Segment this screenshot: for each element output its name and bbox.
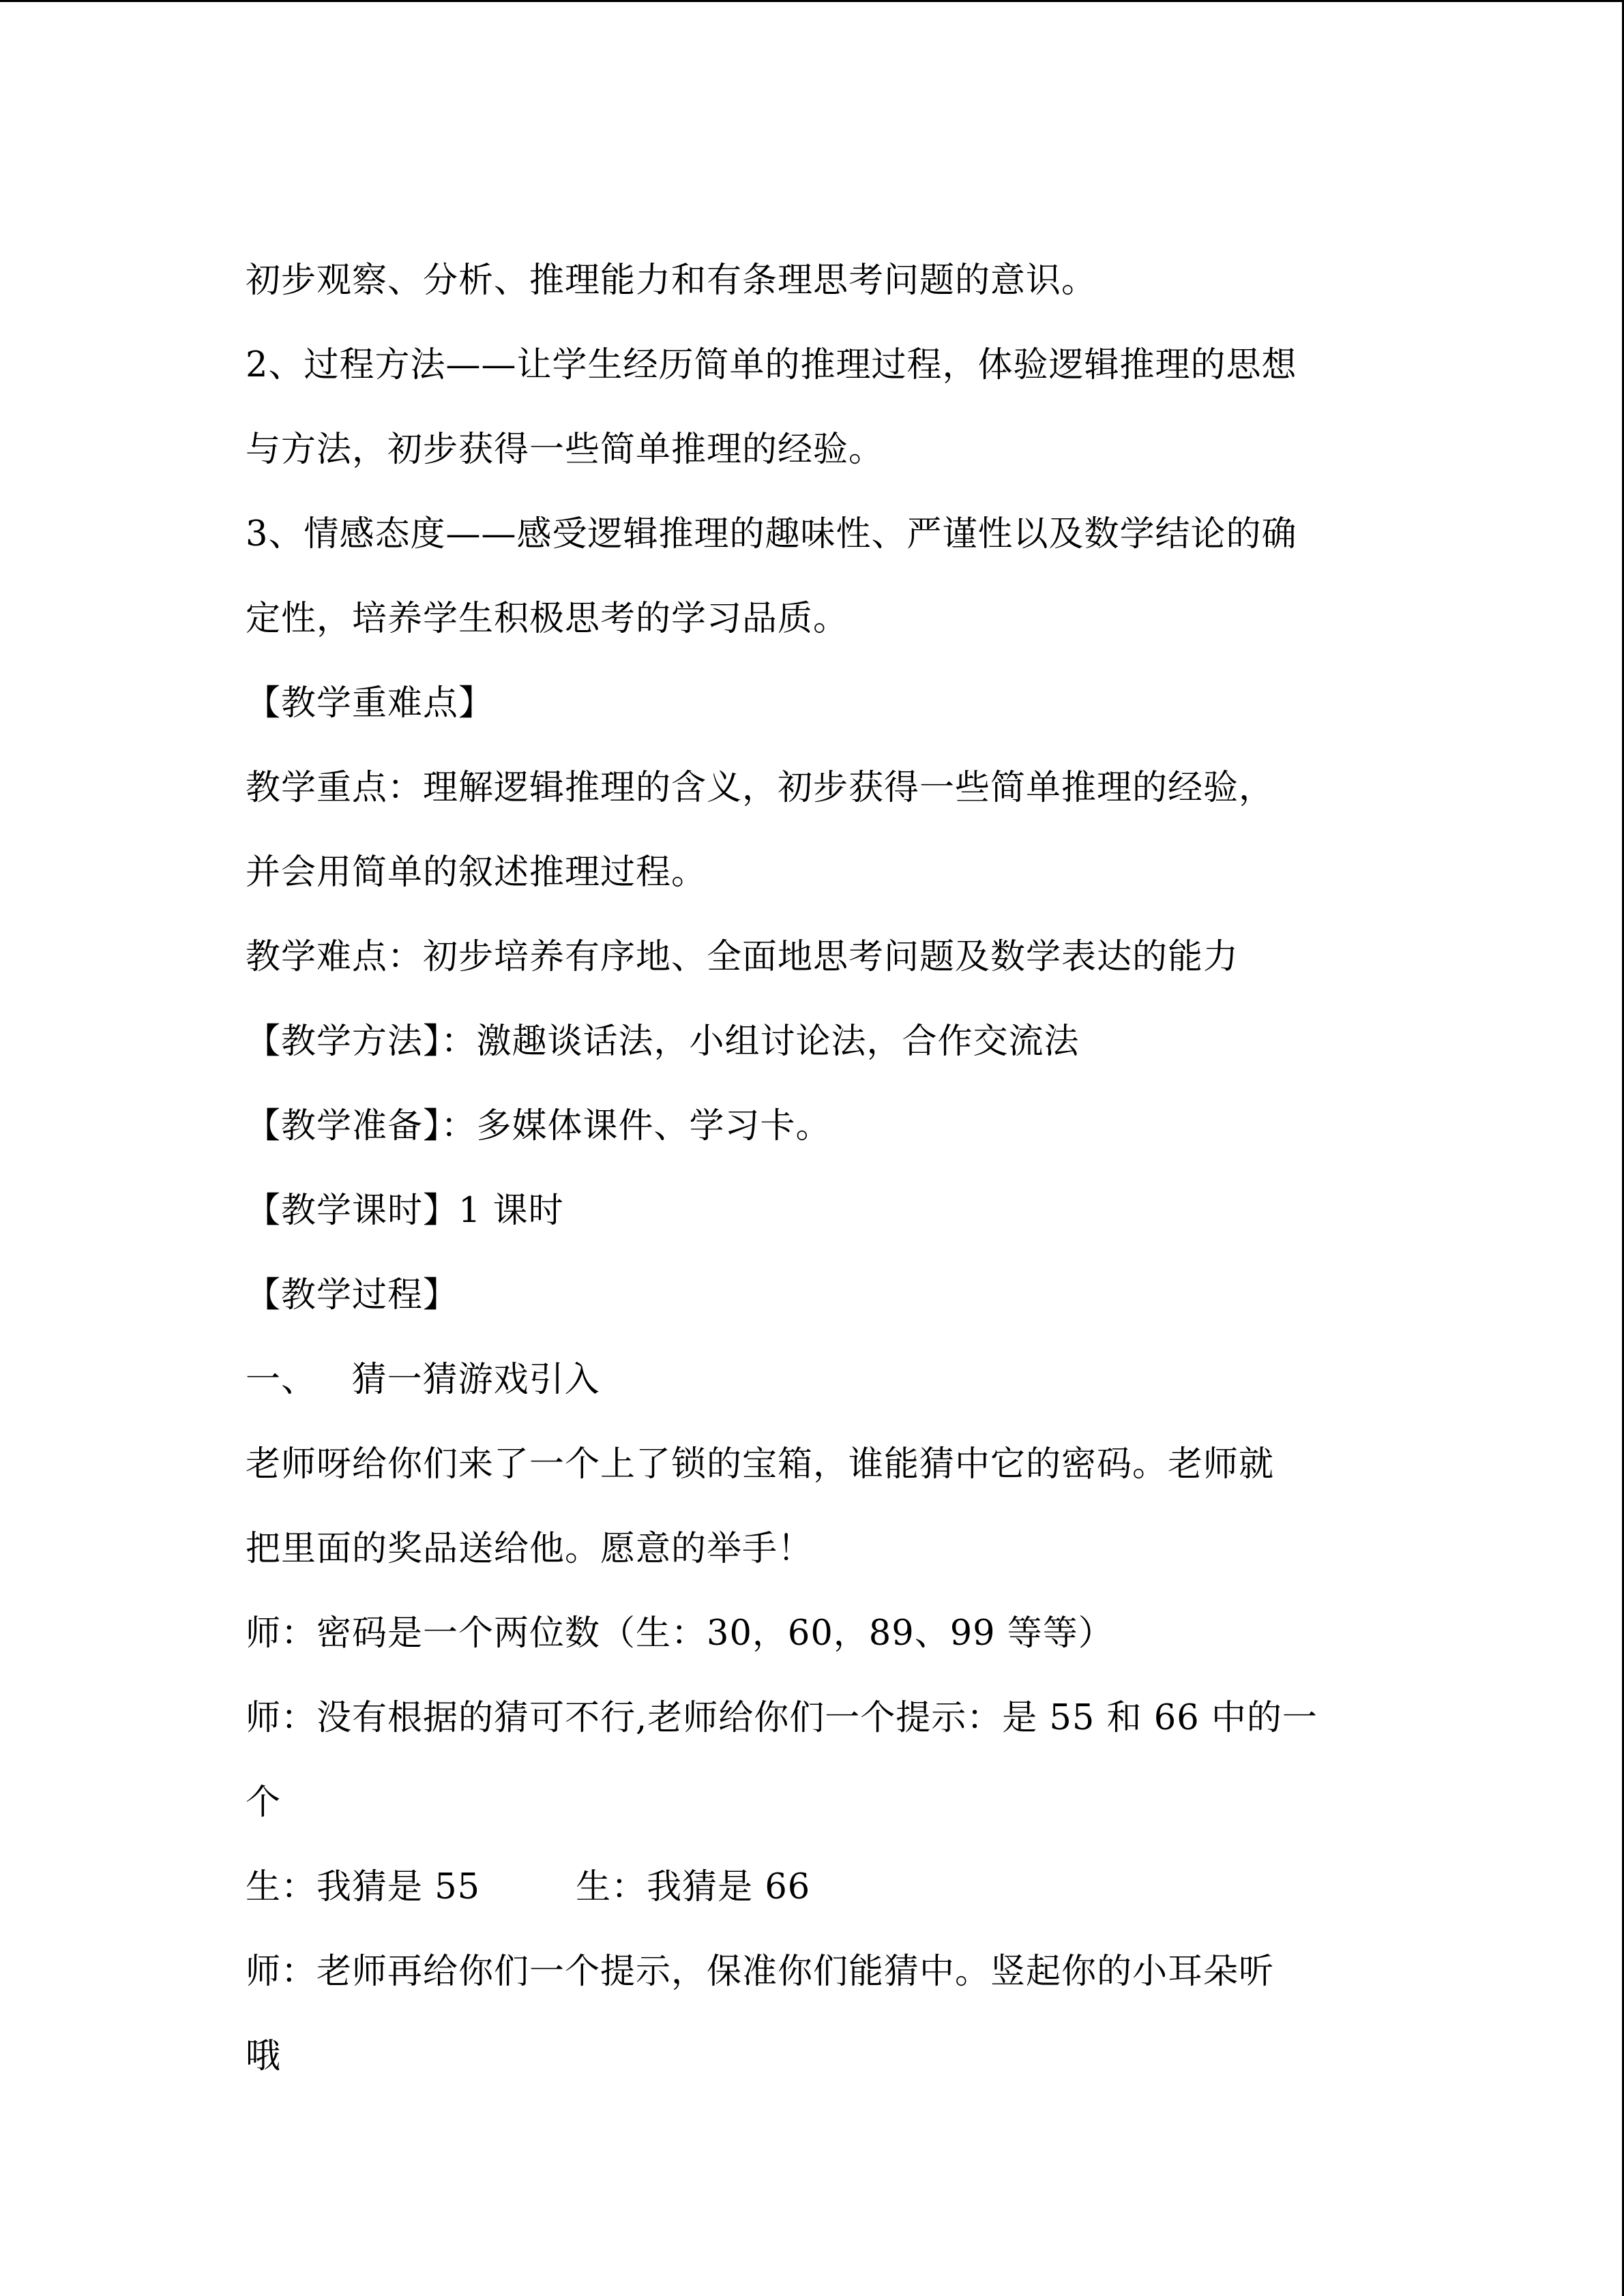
section-heading: 【教学重难点】: [246, 683, 494, 724]
dialog-row: [246, 1845, 1378, 1930]
student-guess-right: 生：我猜是 66: [576, 1867, 811, 1907]
section-heading: 【教学过程】: [246, 1275, 459, 1315]
section-heading: 【教学方法】：激趣谈话法，小组讨论法，合作交流法: [246, 1022, 1080, 1062]
dialog-line: 师：密码是一个两位数（生：30，60，89、99 等等）: [246, 1613, 1114, 1654]
text-line: 并会用简单的叙述推理过程。: [246, 852, 707, 893]
page-body: [246, 239, 1378, 2099]
text-line: 2、过程方法——让学生经历简单的推理过程，体验逻辑推理的思想: [246, 345, 1297, 385]
section-heading: 【教学课时】1 课时: [246, 1191, 564, 1231]
text-line: 个: [246, 1783, 282, 1823]
text-line: 把里面的奖品送给他。愿意的举手！: [246, 1529, 814, 1569]
text-line: 教学难点：初步培养有序地、全面地思考问题及数学表达的能力: [246, 937, 1239, 977]
student-guess-left: 生：我猜是 55: [246, 1867, 481, 1907]
subsection-heading: 一、 猜一猜游戏引入: [246, 1360, 600, 1400]
text-line: 初步观察、分析、推理能力和有条理思考问题的意识。: [246, 260, 1097, 301]
dialog-line: 师：没有根据的猜可不行,老师给你们一个提示：是 55 和 66 中的一: [246, 1698, 1318, 1738]
dialog-line: 师：老师再给你们一个提示，保准你们能猜中。竖起你的小耳朵听: [246, 1952, 1275, 1992]
text-line: 老师呀给你们来了一个上了锁的宝箱，谁能猜中它的密码。老师就: [246, 1444, 1275, 1485]
section-heading: 【教学准备】：多媒体课件、学习卡。: [246, 1106, 831, 1146]
text-line: 3、情感态度——感受逻辑推理的趣味性、严谨性以及数学结论的确: [246, 514, 1297, 554]
text-line: 哦: [246, 2036, 282, 2076]
text-line: 与方法，初步获得一些简单推理的经验。: [246, 430, 885, 470]
text-line: 教学重点：理解逻辑推理的含义，初步获得一些简单推理的经验，: [246, 768, 1275, 808]
text-line: 定性，培养学生积极思考的学习品质。: [246, 599, 849, 639]
page-border-top: [0, 0, 1624, 2]
